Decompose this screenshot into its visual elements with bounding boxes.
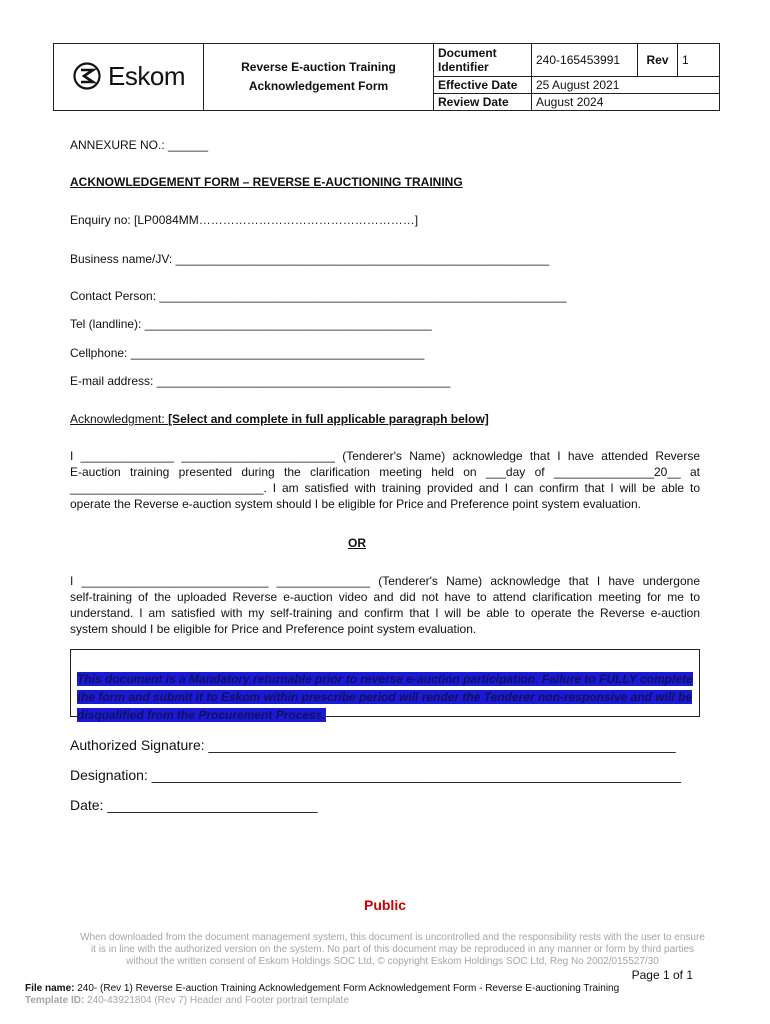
disclaimer-text: When downloaded from the document management system, this document is uncontrolled and the responsibility rests with the user to ensure it is in line with the authorized version on the system. No part of this document may be reproduced in any manner or form by third parties without the written consent of Eskom Holdings SOC Ltd, © copyright Eskom Holdings SOC Ltd, Reg No 2002/015527/30 [80,932,705,967]
ack-instruction: [Select and complete in full applicable paragraph below] [168,412,489,426]
template-id-value: 240-43921804 (Rev 7) Header and Footer portrait template [87,995,349,1006]
form-title-line2: Acknowledgement Form [248,79,389,93]
form-heading: ACKNOWLEDGEMENT FORM – REVERSE E-AUCTIONING TRAINING [70,175,463,189]
logo-cell [54,44,204,111]
mandatory-notice-box [70,649,700,722]
ack-prefix: Acknowledgment: [70,412,169,426]
para2-line: system should I be eligible for Price and Preference point system evaluation. [70,622,477,636]
para2-line: I ____________________________ ______________ (Tenderer's Name) acknowledge that I have undergone [70,574,700,588]
file-name-value: 240- (Rev 1) Reverse E-auction Training Acknowledgement Form Acknowledgement Form - Reverse E-auctioning Training [77,983,620,994]
cellphone-field[interactable]: Cellphone: ____________________________________________ [70,346,425,360]
authorized-signature-field[interactable]: Authorized Signature: ____________________________________________________________ [70,737,676,753]
doc-identifier-label: Document Identifier [434,44,532,77]
contact-person-field[interactable]: Contact Person: _____________________________________________________________ [70,289,567,303]
para1-line: I ______________ _______________________ (Tenderer's Name) acknowledge that I have attended Reverse [70,449,700,463]
para1-line: E-auction training presented during the clarification meeting held on ___day of _______________20__ at [70,465,700,479]
template-id [25,995,349,1006]
effective-date-label: Effective Date [434,77,532,94]
effective-date-value: 25 August 2021 [532,77,720,94]
review-date-label: Review Date [434,94,532,111]
acknowledgment-heading [70,411,489,427]
para1-line: _____________________________. I am satisfied with training provided and I can confirm that I will be able to [70,481,700,495]
tel-landline-field[interactable]: Tel (landline): ___________________________________________ [70,317,432,331]
acknowledgment-paragraph-2[interactable] [70,573,700,637]
enquiry-no: Enquiry no: [LP0084MM………………………………………………] [70,213,419,227]
mandatory-notice-text: This document is a Mandatory returnable prior to reverse e-auction participation. Failure to FULLY complete the form and submit it to Eskom within prescribe period will render the Tenderer non-responsive and will be disqualified from the Procurement Process. [77,672,693,722]
eskom-emblem-icon [72,62,102,90]
file-name [25,983,619,994]
date-field[interactable]: Date: ___________________________ [70,797,318,813]
document-header-table [53,43,720,111]
form-title-line1: Reverse E-auction Training [241,60,396,74]
email-field[interactable]: E-mail address: ____________________________________________ [70,374,451,388]
template-id-label: Template ID: [25,995,85,1006]
business-name-field[interactable]: Business name/JV: ________________________________________________________ [70,252,550,266]
rev-value: 1 [678,44,720,77]
acknowledgment-paragraph-1[interactable] [70,448,700,512]
designation-field[interactable]: Designation: ____________________________________________________________________ [70,767,682,783]
doc-identifier-value: 240-165453991 [532,44,638,77]
page-number: Page 1 of 1 [631,968,693,982]
or-separator: OR [348,536,366,550]
form-title [204,44,434,111]
eskom-logo [72,61,185,92]
para1-line: operate the Reverse e-auction system should I be eligible for Price and Preference point system evaluation. [70,497,641,511]
logo-wordmark: Eskom [108,60,185,91]
rev-label: Rev [638,44,678,77]
review-date-value: August 2024 [532,94,720,111]
classification-label: Public [363,897,406,913]
para2-line: understand. I am satisfied with my self-training and confirm that I will be able to operate the Reverse e-auction [70,606,700,620]
file-name-label: File name: [25,983,75,994]
para2-line: self-training of the uploaded Reverse e-auction video and did not have to attend clarification meeting for me to [70,590,700,604]
annexure-no: ANNEXURE NO.: ______ [70,138,209,152]
